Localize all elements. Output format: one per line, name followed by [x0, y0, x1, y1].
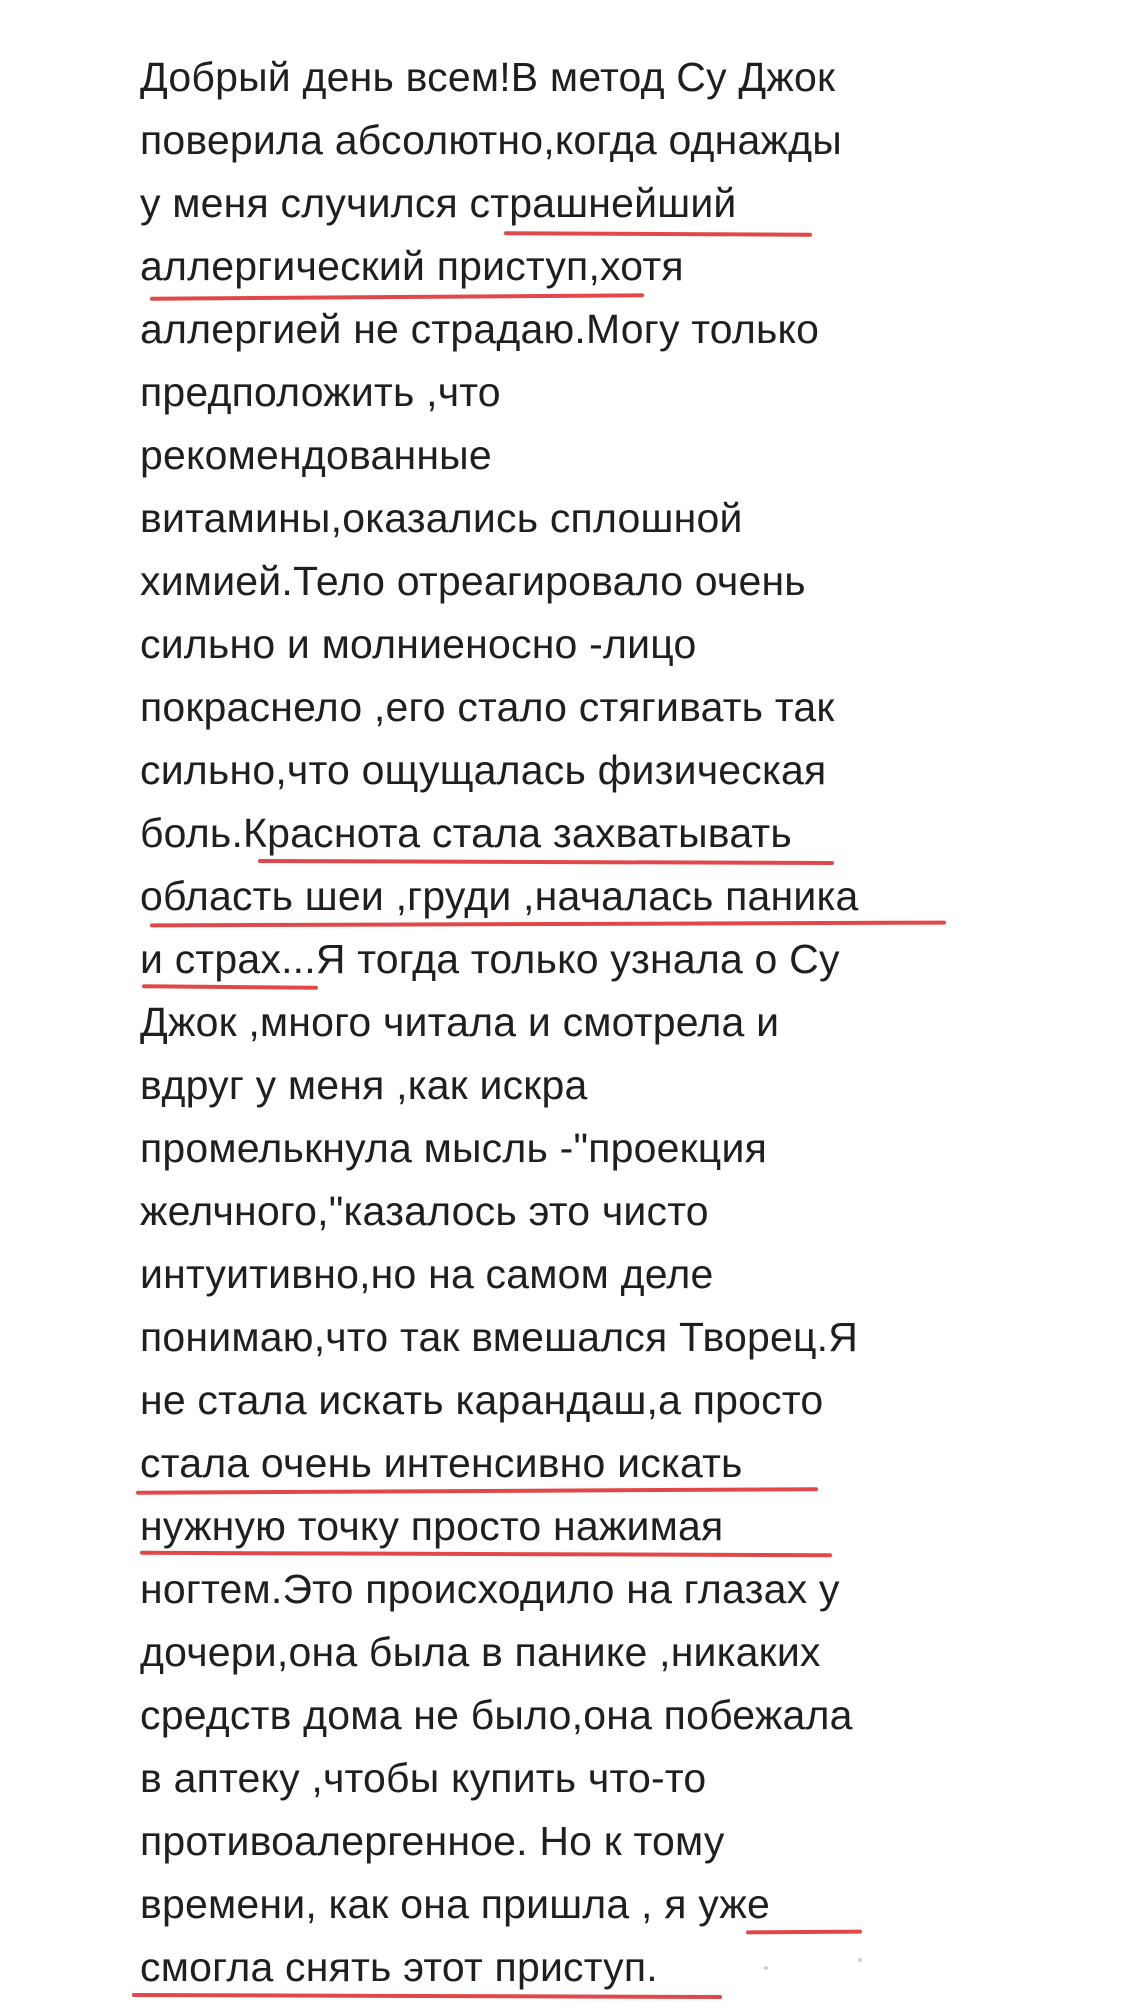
- text-line-27: средств дома не было,она побежала: [140, 1692, 853, 1738]
- text-line-19: желчного,"казалось это чисто: [140, 1188, 709, 1234]
- text-line-26: дочери,она была в панике ,никаких: [140, 1629, 821, 1675]
- text-line-30: времени, как она пришла , я уже: [140, 1881, 770, 1927]
- text-line-18: промелькнула мысль -"проекция: [140, 1125, 767, 1171]
- text-line-7: рекомендованные: [140, 432, 492, 478]
- text-line-24: нужную точку просто нажимая: [140, 1503, 724, 1549]
- highlight-underline: [140, 1551, 832, 1557]
- text-line-31: смогла снять этот приступ.: [140, 1944, 658, 1990]
- text-line-2: поверила абсолютно,когда однажды: [140, 117, 842, 163]
- highlight-underline: [746, 1930, 862, 1935]
- text-line-14: область шеи ,груди ,началась паника: [140, 873, 859, 919]
- text-line-20: интуитивно,но на самом деле: [140, 1251, 714, 1297]
- text-line-6: предположить ,что: [140, 369, 501, 415]
- highlight-underline: [504, 231, 812, 237]
- text-line-12: сильно,что ощущалась физическая: [140, 747, 827, 793]
- highlight-underline: [258, 859, 834, 865]
- text-line-13: боль.Краснота стала захватывать: [140, 810, 792, 856]
- text-line-16: Джок ,много читала и смотрела и: [140, 999, 780, 1045]
- text-line-10: сильно и молниеносно -лицо: [140, 621, 697, 667]
- text-line-25: ногтем.Это происходило на глазах у: [140, 1566, 840, 1612]
- text-line-4: аллергический приступ,хотя: [140, 243, 684, 289]
- faint-mark: [858, 1958, 862, 1962]
- text-line-3: у меня случился страшнейший: [140, 180, 737, 226]
- highlight-underline: [142, 984, 318, 990]
- text-line-15: и страх...Я тогда только узнала о Су: [140, 936, 840, 982]
- text-line-22: не стала искать карандаш,а просто: [140, 1377, 824, 1423]
- text-line-28: в аптеку ,чтобы купить что-то: [140, 1755, 707, 1801]
- text-line-23: стала очень интенсивно искать: [140, 1440, 743, 1486]
- text-line-8: витамины,оказались сплошной: [140, 495, 743, 541]
- text-line-9: химией.Тело отреагировало очень: [140, 558, 806, 604]
- text-line-17: вдруг у меня ,как искра: [140, 1062, 588, 1108]
- highlight-underline: [132, 1993, 722, 1999]
- text-line-11: покраснело ,его стало стягивать так: [140, 684, 835, 730]
- text-line-29: противоалергенное. Но к тому: [140, 1818, 725, 1864]
- text-line-5: аллергией не страдаю.Могу только: [140, 306, 820, 352]
- text-line-1: Добрый день всем!В метод Су Джок: [140, 54, 836, 100]
- text-line-21: понимаю,что так вмешался Творец.Я: [140, 1314, 859, 1360]
- faint-mark: [764, 1966, 768, 1970]
